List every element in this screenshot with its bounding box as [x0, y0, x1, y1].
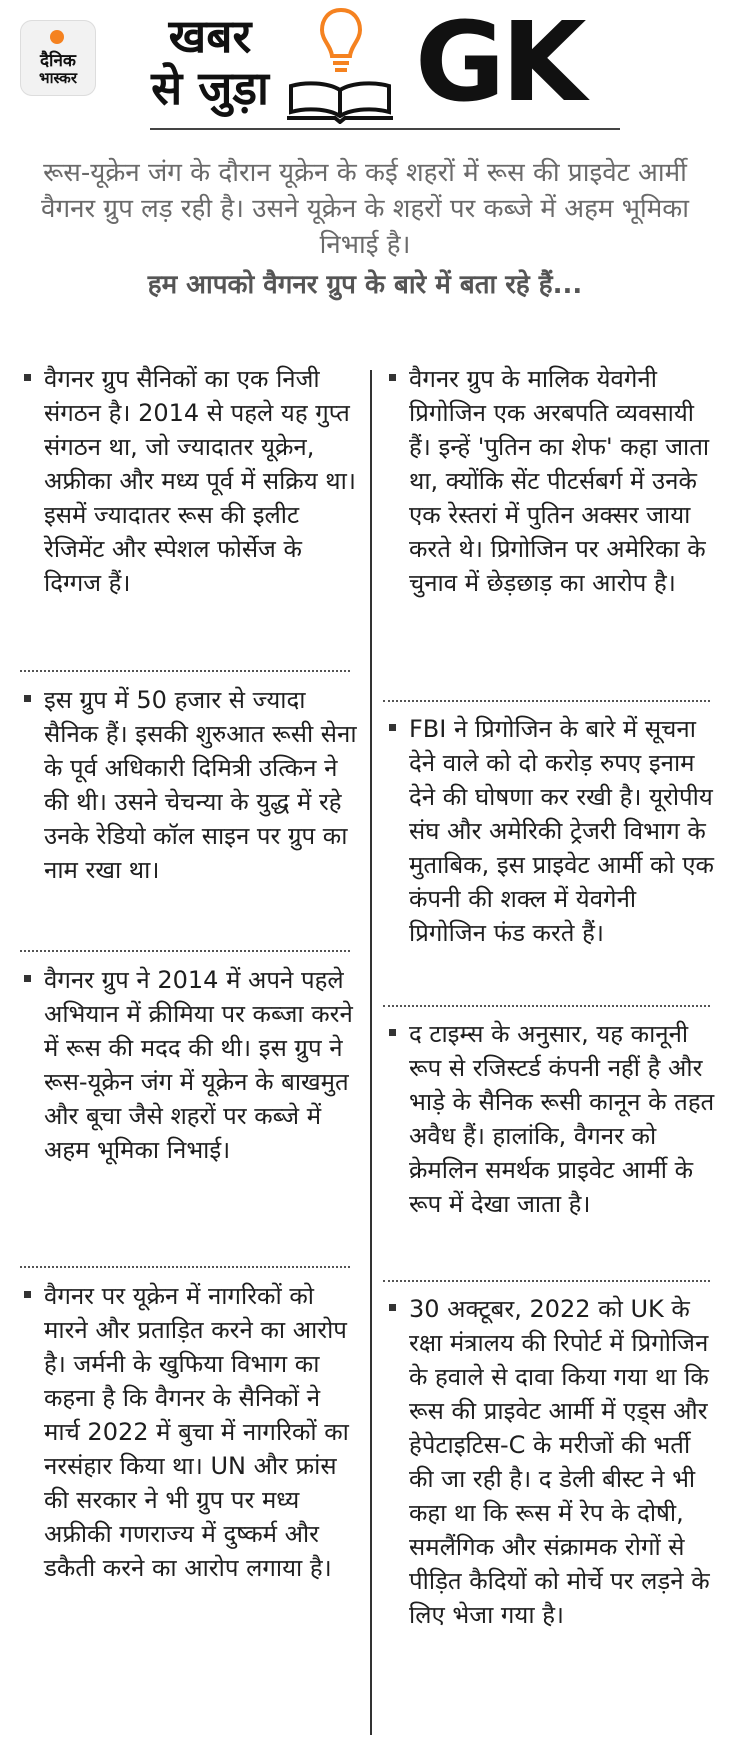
column-divider	[370, 370, 372, 1735]
right-item-3	[385, 1017, 715, 1221]
logo-line-2: भास्कर	[39, 69, 77, 87]
dotted-separator	[383, 1005, 710, 1007]
bullet-icon	[24, 374, 31, 381]
left-item-text: वैगनर ग्रुप ने 2014 में अपने पहले अभियान में क्रीमिया पर कब्जा करने में रूस की मदद की थी। इस ग्रुप ने रूस-यूक्रेन जंग में यूक्रेन के बाखमुत और बूचा जैसे शहरों पर कब्जे में अहम भूमिका निभाई।	[44, 966, 353, 1164]
bullet-icon	[389, 1029, 396, 1036]
dotted-separator	[383, 1280, 710, 1282]
bullet-icon	[24, 1291, 31, 1298]
dainik-bhaskar-logo	[20, 20, 96, 96]
right-item-1	[385, 362, 715, 600]
left-item-4	[20, 1279, 360, 1585]
bullet-icon	[24, 695, 31, 702]
right-item-text: द टाइम्स के अनुसार, यह कानूनी रूप से रजिस्टर्ड कंपनी नहीं है और भाड़े के सैनिक रूसी कानून के तहत अवैध हैं। हालांकि, वैगनर को क्रेमलिन समर्थक प्राइवेट आर्मी के रूप में देखा जाता है।	[409, 1020, 715, 1218]
logo-sun-dot-icon	[50, 30, 64, 44]
dotted-separator	[20, 1266, 350, 1268]
title-line-2: से जुड़ा	[151, 61, 269, 115]
right-item-text: FBI ने प्रिगोजिन के बारे में सूचना देने वाले को दो करोड़ रुपए इनाम देने की घोषणा कर रखी है। यूरोपीय संघ और अमेरिकी ट्रेजरी विभाग के मुताबिक, इस प्राइवेट आर्मी को एक कंपनी की शक्ल में येवगेनी प्रिगोजिन फंड करते हैं।	[409, 715, 714, 947]
open-book-icon	[285, 78, 395, 124]
left-item-text: इस ग्रुप में 50 हजार से ज्यादा सैनिक हैं। इसकी शुरुआत रूसी सेना के पूर्व अधिकारी दिमित्री उत्किन ने की थी। उसने चेचन्या के युद्ध में रहे उनके रेडियो कॉल साइन पर ग्रुप का नाम रखा था।	[44, 686, 357, 884]
left-item-text: वैगनर पर यूक्रेन में नागरिकों को मारने और प्रताड़ित करने का आरोप है। जर्मनी के खुफिया विभाग का कहना है कि वैगनर के सैनिकों ने मार्च 2022 में बुचा में नागरिकों का नरसंहार किया था। UN और फ्रांस की सरकार ने भी ग्रुप पर मध्य अफ्रीकी गणराज्य में दुष्कर्म और डकैती करने का आरोप लगाया है।	[44, 1282, 349, 1582]
right-item-text: वैगनर ग्रुप के मालिक येवगेनी प्रिगोजिन एक अरबपति व्यवसायी हैं। इन्हें 'पुतिन का शेफ' कहा जाता था, क्योंकि सेंट पीटर्सबर्ग में उनके एक रेस्तरां में पुतिन अक्सर जाया करते थे। प्रिगोजिन पर अमेरिका के चुनाव में छेड़छाड़ का आरोप है।	[409, 365, 710, 597]
left-item-3	[20, 963, 360, 1167]
bullet-icon	[389, 374, 396, 381]
intro-bold-text: हम आपको वैगनर ग्रुप के बारे में बता रहे हैं...	[147, 270, 583, 300]
logo-line-1: दैनिक	[40, 51, 76, 71]
left-item-1	[20, 362, 360, 600]
title-line-1: खबर	[168, 9, 252, 63]
header	[0, 0, 730, 130]
header-rule	[150, 128, 620, 130]
dotted-separator	[383, 700, 710, 702]
bullet-icon	[389, 724, 396, 731]
right-item-4	[385, 1292, 715, 1632]
left-item-2	[20, 683, 360, 887]
bullet-icon	[389, 1304, 396, 1311]
title-gk: GK	[415, 0, 583, 126]
bullet-icon	[24, 975, 31, 982]
right-item-2	[385, 712, 715, 950]
intro-text: रूस-यूक्रेन जंग के दौरान यूक्रेन के कई शहरों में रूस की प्राइवेट आर्मी वैगनर ग्रुप लड़ रही है। उसने यूक्रेन के शहरों पर कब्जे में अहम भूमिका निभाई है।	[41, 158, 689, 260]
dotted-separator	[20, 670, 350, 672]
right-item-text: 30 अक्टूबर, 2022 को UK के रक्षा मंत्रालय की रिपोर्ट में प्रिगोजिन के हवाले से दावा किया गया था कि रूस की प्राइवेट आर्मी में एड्स और हेपेटाइटिस-C के मरीजों की भर्ती की जा रही है। द डेली बीस्ट ने भी कहा था कि रूस में रेप के दोषी, समलैंगिक और संक्रामक रोगों से पीड़ित कैदियों को मोर्चे पर लड़ने के लिए भेजा गया है।	[409, 1295, 710, 1629]
dotted-separator	[20, 950, 350, 952]
left-item-text: वैगनर ग्रुप सैनिकों का एक निजी संगठन है। 2014 से पहले यह गुप्त संगठन था, जो ज्यादातर यूक्रेन, अफ्रीका और मध्य पूर्व में सक्रिय था। इसमें ज्यादातर रूस की इलीट रेजिमेंट और स्पेशल फोर्सेज के दिग्गज हैं।	[44, 365, 356, 597]
lightbulb-icon	[318, 6, 364, 78]
